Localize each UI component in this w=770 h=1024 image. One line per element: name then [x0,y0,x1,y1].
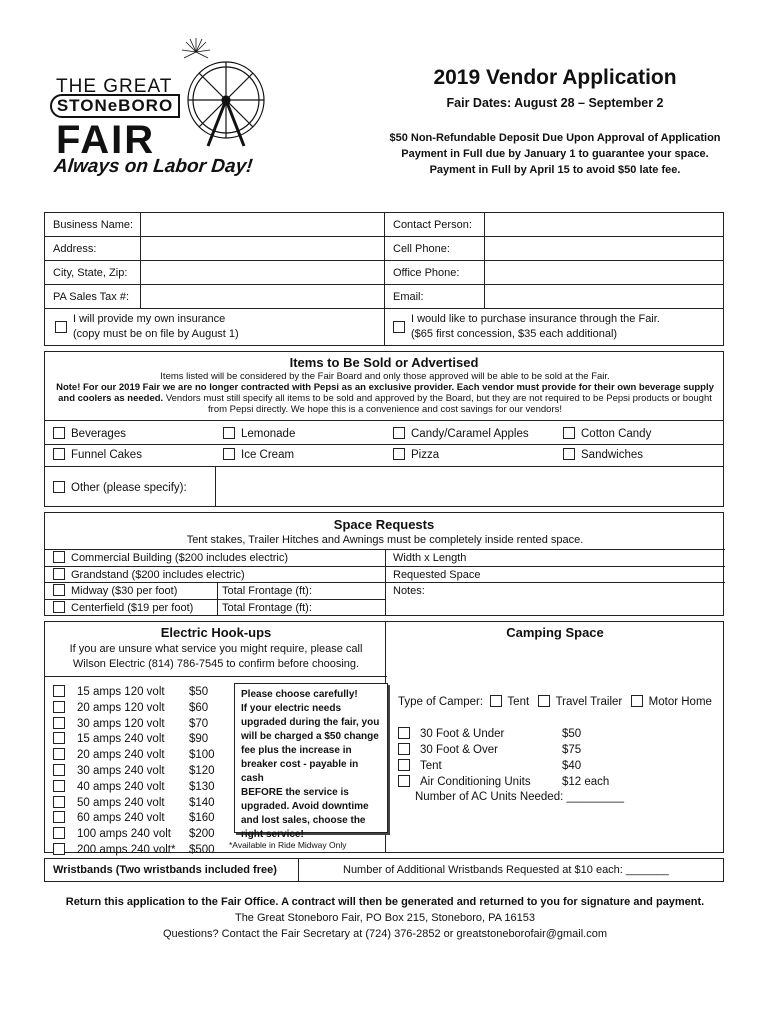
business-name-label: Business Name: [45,213,141,237]
item-option[interactable]: Lemonade [223,426,295,442]
fair-insurance-option [385,309,725,346]
space-checkbox[interactable] [53,601,65,613]
camper-tent-label: Tent [507,696,530,708]
office-phone-field[interactable] [485,261,725,285]
electric-option[interactable] [53,684,209,700]
return-instructions: Return this application to the Fair Office. A contract will then be generated and returned to you for signature and payment. [65,896,705,908]
camper-trailer-checkbox[interactable] [538,695,550,707]
camping-option-label: 30 Foot & Under [420,728,505,740]
electric-option[interactable] [53,826,215,842]
camping-title: Camping Space [506,625,604,640]
electric-checkbox[interactable] [53,732,65,744]
warning-line: right service! [241,829,304,840]
space-section [44,512,724,616]
fair-insurance-checkbox[interactable] [393,321,405,333]
space-checkbox[interactable] [53,568,65,580]
fair-logo [48,38,258,188]
camping-checkbox[interactable] [398,727,410,739]
space-checkbox[interactable] [53,584,65,596]
email-field[interactable] [485,285,725,309]
electric-option-label: 60 amps 240 volt [77,812,165,825]
camping-option[interactable] [398,726,582,742]
own-insurance-label-2: (copy must be on file by August 1) [73,328,239,340]
warning-line: upgraded. Avoid downtime [241,801,369,812]
item-option[interactable]: Sandwiches [563,447,643,463]
items-section [44,351,724,507]
item-checkbox[interactable] [563,427,575,439]
space-option[interactable]: Midway ($30 per foot) [53,583,177,599]
item-option[interactable]: Beverages [53,426,126,442]
camping-option-price: $50 [562,728,582,740]
logo-line-1: THE GREAT [56,76,173,97]
electric-option[interactable] [53,842,215,858]
camper-tent-checkbox[interactable] [490,695,502,707]
warning-line: fee plus the increase in [241,745,352,756]
midway-frontage-label: Total Frontage (ft): [217,583,312,599]
logo-line-3: FAIR [56,118,156,162]
camping-option-label: 30 Foot & Over [420,744,498,756]
contact-person-label: Contact Person: [385,213,485,237]
contact-row [45,285,723,309]
electric-option-label: 30 amps 240 volt [77,765,165,777]
warning-line: Please choose carefully! [241,689,358,700]
electric-option[interactable] [53,779,215,795]
electric-option-price: $500 [189,844,215,856]
electric-checkbox[interactable] [53,717,65,729]
address-label: Address: [45,237,141,261]
space-title: Space Requests [333,517,435,532]
camping-option[interactable] [398,774,610,790]
requested-space-label: Requested Space [393,569,481,581]
electric-checkbox[interactable] [53,764,65,776]
email-label: Email: [385,285,485,309]
warning-line: will be charged a $50 change [241,731,379,742]
own-insurance-option [45,309,385,346]
space-option[interactable]: Commercial Building ($200 includes electric) [53,550,288,566]
deposit-note: $50 Non-Refundable Deposit Due Upon Approval of Application [389,132,721,144]
electric-option-label: 200 amps 240 volt* [77,844,176,856]
fair-insurance-label-1: I would like to purchase insurance through the Fair. [411,313,660,325]
contact-row [45,237,723,261]
electric-option[interactable] [53,731,209,747]
electric-option-label: 20 amps 240 volt [77,749,165,762]
electric-option[interactable] [53,747,215,763]
contact-row [45,261,723,285]
electric-option-price: $90 [189,733,209,746]
item-option[interactable]: Ice Cream [223,447,294,463]
space-option[interactable]: Grandstand ($200 includes electric) [53,567,245,583]
electric-checkbox[interactable] [53,843,65,855]
electric-option-price: $50 [189,686,209,698]
electric-option-label: 20 amps 120 volt [77,701,165,714]
own-insurance-label-1: I will provide my own insurance [73,313,226,325]
electric-checkbox[interactable] [53,748,65,760]
contact-row [45,213,723,237]
space-note: Tent stakes, Trailer Hitches and Awnings must be completely inside rented space. [186,534,584,546]
electric-option-label: 40 amps 240 volt [77,780,165,793]
item-option[interactable]: Cotton Candy [563,426,651,442]
fair-address: The Great Stoneboro Fair, PO Box 215, Stoneboro, PA 16153 [234,912,536,924]
electric-intro-1: If you are unsure what service you might require, please call [69,643,363,655]
wristbands-label: Wristbands (Two wristbands included free) [45,859,299,881]
electric-option-price: $130 [189,780,215,793]
item-checkbox[interactable] [563,448,575,460]
electric-divider [45,676,387,677]
item-option[interactable]: Candy/Caramel Apples [393,426,529,442]
item-checkbox[interactable] [393,427,405,439]
wristbands-row [44,858,724,882]
electric-checkbox[interactable] [53,701,65,713]
camping-option-label: Tent [420,760,442,772]
cell-phone-field[interactable] [485,237,725,261]
item-checkbox[interactable] [223,448,235,460]
electric-option-price: $120 [189,765,215,777]
camper-type-row [398,695,712,708]
office-phone-label: Office Phone: [385,261,485,285]
ac-units-count: Number of AC Units Needed: _________ [415,791,625,803]
warning-line: BEFORE the service is [241,787,349,798]
electric-option-price: $160 [189,812,215,825]
item-checkbox[interactable] [53,448,65,460]
space-checkbox[interactable] [53,551,65,563]
electric-title: Electric Hook-ups [160,625,272,640]
electric-option[interactable] [53,716,209,732]
space-option[interactable]: Centerfield ($19 per foot) [53,600,193,616]
address-field[interactable] [141,237,385,261]
camping-section [386,621,724,853]
fair-contact: Questions? Contact the Fair Secretary at (724) 376-2852 or greatstoneborofair@gmail.com [162,928,608,940]
electric-option-label: 30 amps 120 volt [77,717,165,730]
electric-option[interactable] [53,810,215,826]
camper-type-label: Type of Camper: [398,696,484,708]
electric-checkbox[interactable] [53,685,65,697]
electric-footnote: *Available in Ride Midway Only [229,840,347,850]
electric-option-label: 50 amps 240 volt [77,796,165,809]
electric-option-label: 15 amps 240 volt [77,733,165,746]
camping-option-price: $12 each [562,776,610,788]
electric-checkbox[interactable] [53,811,65,823]
electric-option-label: 15 amps 120 volt [77,686,165,698]
payment-note-2: Payment in Full by April 15 to avoid $50 late fee. [429,164,681,176]
electric-option[interactable] [53,763,215,779]
ferris-wheel-icon [168,38,268,148]
camping-option-label: Air Conditioning Units [420,776,531,788]
camping-option[interactable] [398,758,582,774]
item-checkbox[interactable] [53,427,65,439]
electric-option-price: $200 [189,828,215,841]
item-checkbox[interactable] [393,448,405,460]
camper-motorhome-checkbox[interactable] [631,695,643,707]
payment-note-1: Payment in Full due by January 1 to guarantee your space. [401,148,709,160]
warning-line: and lost sales, choose the [241,815,366,826]
warning-line: breaker cost - payable in cash [241,759,359,784]
items-note-bold: Note! For our 2019 Fair we are no longer contracted with Pepsi as an exclusive provider. Each vendor must provide for their own beverage supply and coolers as needed. [56,382,714,404]
electric-checkbox[interactable] [53,780,65,792]
business-name-field[interactable] [141,213,385,237]
electric-intro-2: Wilson Electric (814) 786-7545 to confirm before choosing. [72,658,360,670]
logo-line-2: STONeBORO [50,94,180,118]
items-divider [45,420,723,421]
page-title: 2019 Vendor Application [433,66,677,89]
items-note [51,382,719,415]
camper-trailer-label: Travel Trailer [555,696,623,708]
city-state-zip-label: City, State, Zip: [45,261,141,285]
items-title: Items to Be Sold or Advertised [289,355,479,370]
item-checkbox[interactable] [223,427,235,439]
item-other-field[interactable] [215,466,725,507]
centerfield-frontage-label: Total Frontage (ft): [217,600,312,616]
warning-line: If your electric needs [241,703,342,714]
items-note-rest: Vendors must still specify all items to be sold and approved by the Board, but they are not required to be Pepsi products or bought from Pepsi directly. We hope this is a convenience and cost savings for our vendors! [163,393,712,415]
camping-option[interactable] [398,742,582,758]
electric-option[interactable] [53,795,215,811]
city-state-zip-field[interactable] [141,261,385,285]
electric-warning-box [234,683,388,840]
fair-insurance-label-2: ($65 first concession, $35 each additional) [411,328,618,340]
additional-wristbands-field[interactable]: Number of Additional Wristbands Requested at $10 each: _______ [343,864,669,876]
electric-option-price: $60 [189,701,209,714]
item-other-checkbox[interactable] [53,481,65,493]
electric-checkbox[interactable] [53,827,65,839]
own-insurance-checkbox[interactable] [55,321,67,333]
camper-motorhome-label: Motor Home [648,696,712,708]
item-option[interactable]: Pizza [393,447,439,463]
items-intro: Items listed will be considered by the Fair Board and only those approved will be able to be sold at the Fair. [160,371,610,382]
pa-sales-tax-field[interactable] [141,285,385,309]
pa-sales-tax-label: PA Sales Tax #: [45,285,141,309]
electric-option[interactable] [53,700,209,716]
logo-tagline: Always on Labor Day! [52,156,254,177]
camping-option-price: $75 [562,744,582,756]
item-other-option[interactable]: Other (please specify): [53,480,187,496]
fair-dates: Fair Dates: August 28 – September 2 [446,96,664,110]
warning-line: upgraded during the fair, you [241,717,380,728]
electric-option-price: $100 [189,749,215,762]
space-divider [385,582,725,583]
electric-option-price: $140 [189,796,215,809]
camping-checkbox[interactable] [398,743,410,755]
contact-info-table [44,212,724,346]
electric-option-label: 100 amps 240 volt [77,828,171,841]
electric-option-price: $70 [189,717,209,730]
camping-checkbox[interactable] [398,775,410,787]
cell-phone-label: Cell Phone: [385,237,485,261]
items-divider [45,444,723,445]
camping-checkbox[interactable] [398,759,410,771]
item-option[interactable]: Funnel Cakes [53,447,142,463]
camping-option-price: $40 [562,760,582,772]
electric-checkbox[interactable] [53,796,65,808]
contact-person-field[interactable] [485,213,725,237]
space-notes-label: Notes: [393,585,425,597]
width-length-label: Width x Length [393,552,467,564]
